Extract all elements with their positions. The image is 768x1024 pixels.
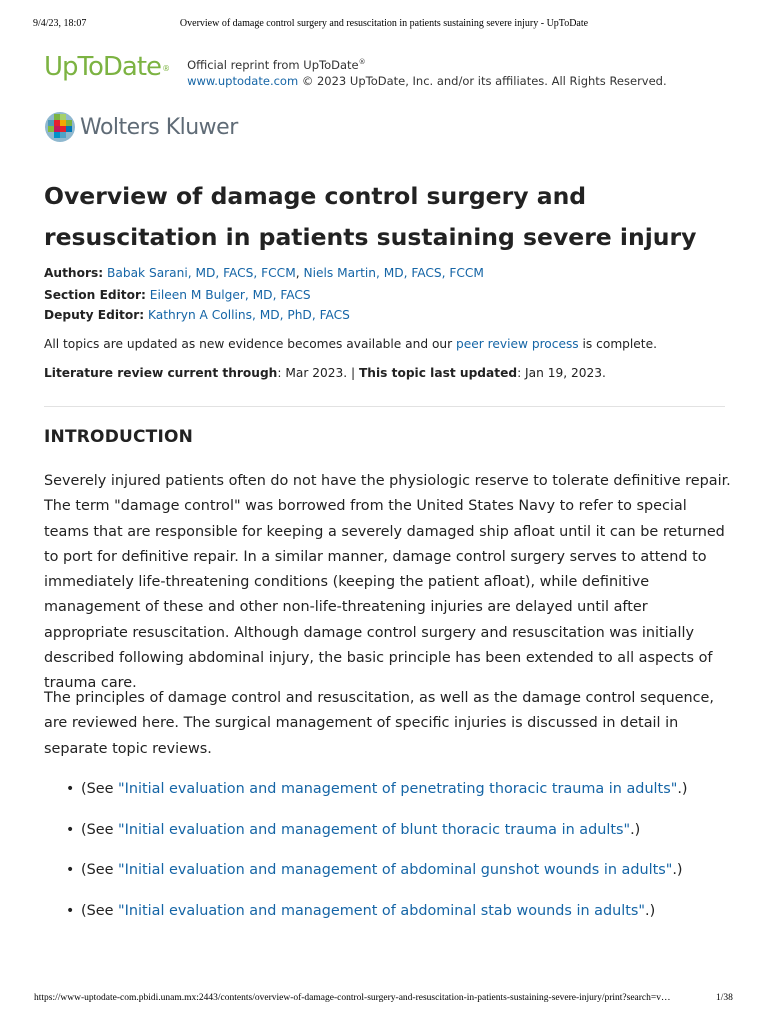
introduction-heading: INTRODUCTION	[44, 427, 194, 447]
uptodate-logo-text: UpToDate	[44, 52, 162, 82]
deputy-editor-label: Deputy Editor:	[44, 308, 145, 322]
uptodate-site-link[interactable]: www.uptodate.com	[187, 73, 299, 88]
author-link-2[interactable]: Niels Martin, MD, FACS, FCCM	[303, 266, 484, 280]
see-also-list	[66, 777, 746, 940]
print-datetime: 9/4/23, 18:07	[33, 18, 87, 29]
authors-line	[44, 265, 484, 281]
bullet-marker: •	[66, 821, 75, 838]
list-item	[66, 858, 746, 899]
topic-link-abdominal-gunshot[interactable]: "Initial evaluation and management of abdominal gunshot wounds in adults"	[118, 862, 673, 879]
author-separator: ,	[295, 266, 304, 280]
bullet-marker: •	[66, 781, 75, 797]
review-dates	[44, 365, 606, 381]
intro-paragraph-1: Severely injured patients often do not have the physiologic reserve to tolerate definitive repair. The term "damage control" was borrowed from the United States Navy to refer to special teams that are responsible for keeping a severely damaged ship afloat until it can be returned to port for definitive repair. In a similar manner, damage control surgery serves to attend to immediately life-threatening conditions (keeping the patient afloat), while definitive management of these and other non-life-threatening injuries are delayed until after appropriate resuscitation. Although damage control surgery and resuscitation was initially described following abdominal injury, the basic principle has been extended to all aspects of trauma care.	[44, 473, 731, 692]
update-note-pre: All topics are updated as new evidence becomes available and our	[44, 337, 457, 351]
publisher-name: Wolters Kluwer	[80, 114, 238, 140]
publisher-logo	[44, 111, 238, 143]
reprint-line: Official reprint from UpToDate	[187, 57, 359, 72]
section-divider	[44, 406, 725, 407]
section-editor-line	[44, 287, 311, 303]
article-title: Overview of damage control surgery and resuscitation in patients sustaining severe injury	[44, 182, 697, 251]
see-suffix: .)	[677, 781, 688, 797]
intro-paragraph-2: The principles of damage control and resuscitation, as well as the damage control sequence, are reviewed here. The surgical management of specific injuries is discussed in detail in separate topic reviews.	[44, 690, 714, 757]
print-doc-title: Overview of damage control surgery and resuscitation in patients sustaining severe injury - UpToDate	[179, 18, 589, 29]
see-prefix: (See	[81, 781, 119, 797]
see-prefix: (See	[81, 821, 119, 838]
topic-link-abdominal-stab[interactable]: "Initial evaluation and management of abdominal stab wounds in adults"	[118, 903, 646, 920]
lit-review-label: Literature review current through	[44, 366, 278, 380]
brand-row	[44, 52, 667, 89]
lit-review-value: : Mar 2023. |	[277, 366, 359, 380]
see-suffix: .)	[630, 821, 641, 838]
print-url: https://www-uptodate-com.pbidi.unam.mx:2443/contents/overview-of-damage-control-surgery-and-resuscitation-in-patients-sustaining-severe-injury/print?search=v…	[34, 993, 671, 1003]
deputy-editor-link[interactable]: Kathryn A Collins, MD, PhD, FACS	[147, 308, 350, 322]
reprint-notice	[187, 54, 667, 89]
authors-label: Authors:	[44, 266, 104, 280]
reprint-reg: ®	[358, 58, 366, 66]
copyright-text: © 2023 UpToDate, Inc. and/or its affiliates. All Rights Reserved.	[298, 73, 667, 88]
deputy-editor-line	[44, 307, 350, 323]
uptodate-logo[interactable]	[44, 52, 170, 82]
section-editor-label: Section Editor:	[44, 288, 146, 302]
update-note	[44, 336, 657, 352]
bullet-marker: •	[66, 862, 75, 879]
last-updated-label: This topic last updated	[358, 366, 518, 380]
list-item	[66, 818, 746, 859]
bullet-marker: •	[66, 903, 75, 920]
peer-review-link[interactable]: peer review process	[456, 337, 579, 351]
wolters-kluwer-mark-icon	[44, 111, 76, 143]
last-updated-value: : Jan 19, 2023.	[517, 366, 606, 380]
see-suffix: .)	[672, 862, 683, 879]
list-item	[66, 899, 746, 940]
see-suffix: .)	[645, 903, 656, 920]
see-prefix: (See	[81, 903, 119, 920]
list-item	[66, 777, 746, 818]
update-note-post: is complete.	[578, 337, 657, 351]
uptodate-logo-reg: ®	[162, 64, 170, 73]
see-prefix: (See	[81, 862, 119, 879]
section-editor-link[interactable]: Eileen M Bulger, MD, FACS	[149, 288, 311, 302]
topic-link-penetrating-thoracic[interactable]: "Initial evaluation and management of penetrating thoracic trauma in adults"	[118, 781, 678, 797]
topic-link-blunt-thoracic[interactable]: "Initial evaluation and management of blunt thoracic trauma in adults"	[118, 821, 631, 838]
page-number: 1/38	[716, 993, 733, 1003]
author-link-1[interactable]: Babak Sarani, MD, FACS, FCCM	[107, 266, 296, 280]
